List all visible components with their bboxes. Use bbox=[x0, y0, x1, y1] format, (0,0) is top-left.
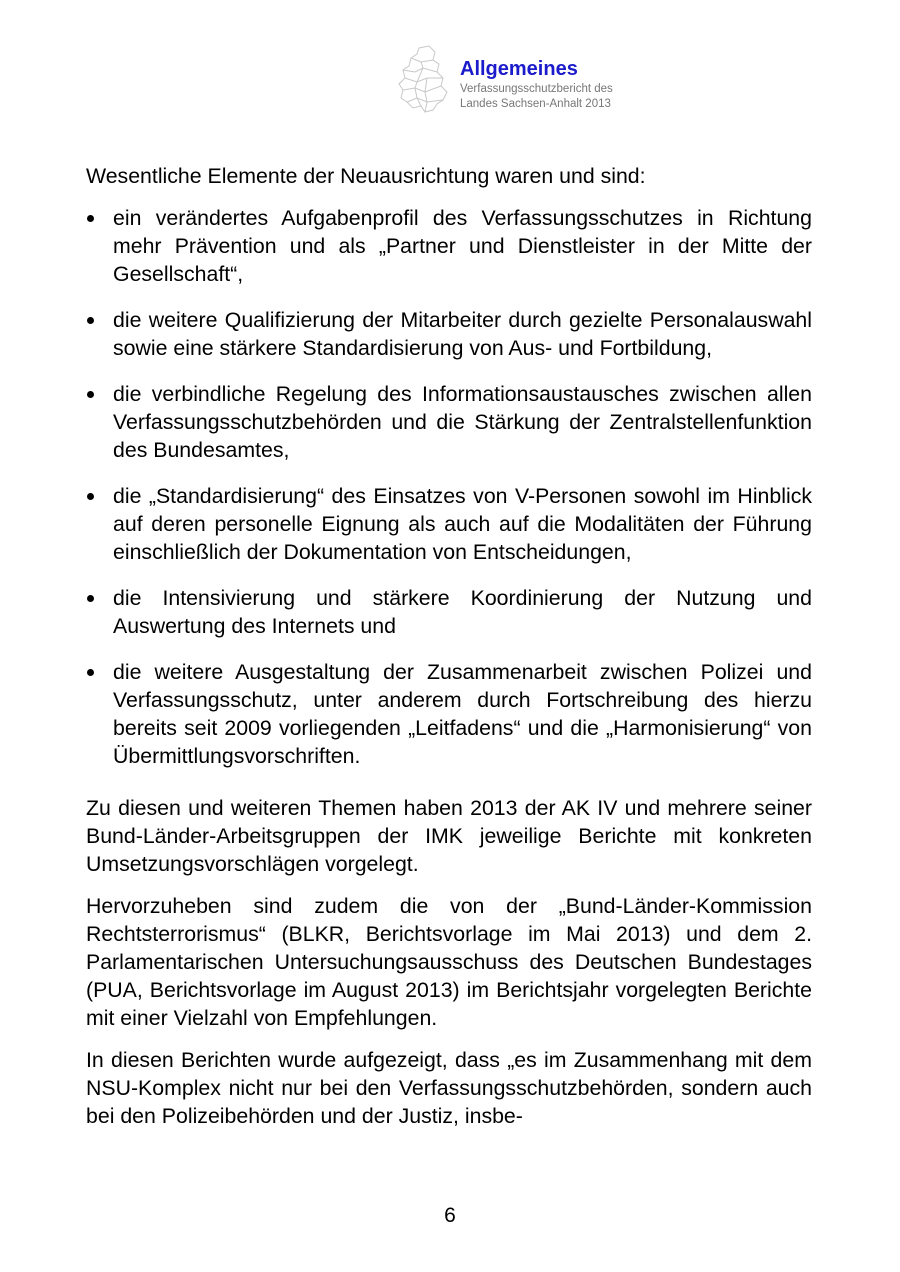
list-item bbox=[86, 380, 812, 464]
page-header bbox=[397, 44, 637, 114]
list-item bbox=[86, 658, 812, 770]
page-number: 6 bbox=[444, 1204, 456, 1227]
list-item bbox=[86, 306, 812, 362]
list-item-text: die weitere Qualifizierung der Mitarbeiter durch gezielte Personalauswahl sowie eine stärkere Standardisierung von Aus- und Fortbildung, bbox=[113, 308, 812, 360]
bullet-icon bbox=[87, 391, 94, 398]
list-item-text: die Intensivierung und stärkere Koordinierung der Nutzung und Auswertung des Internets und bbox=[113, 586, 812, 638]
body-paragraph-3: In diesen Berichten wurde aufgezeigt, dass „es im Zusammenhang mit dem NSU-Komplex nicht nur bei den Verfassungsschutzbehörden, sondern auch bei den Polizeibehörden und der Justiz, insbe- bbox=[86, 1048, 812, 1128]
saxony-anhalt-map-icon bbox=[397, 44, 459, 114]
list-item-text: die „Standardisierung“ des Einsatzes von V-Personen sowohl im Hinblick auf deren personelle Eignung als auch auf die Modalitäten der Führung einschließlich der Dokumentation von Entscheidungen, bbox=[113, 484, 812, 564]
bullet-icon bbox=[87, 595, 94, 602]
list-item bbox=[86, 204, 812, 288]
list-item-text: ein verändertes Aufgabenprofil des Verfassungsschutzes in Richtung mehr Prävention und als „Partner und Dienstleister in der Mitte der Gesellschaft“, bbox=[113, 206, 812, 286]
header-subtitle-line-1: Verfassungsschutzbericht des bbox=[460, 83, 613, 95]
bullet-list bbox=[86, 204, 812, 770]
header-subtitle-line-2: Landes Sachsen-Anhalt 2013 bbox=[460, 98, 611, 110]
list-item bbox=[86, 584, 812, 640]
list-item bbox=[86, 482, 812, 566]
bullet-icon bbox=[87, 215, 94, 222]
list-item-text: die weitere Ausgestaltung der Zusammenarbeit zwischen Polizei und Verfassungsschutz, unter anderem durch Fortschreibung des hierzu bereits seit 2009 vorliegenden „Leitfadens“ und die „Harmonisierung“ von Übermittlungsvorschriften. bbox=[113, 660, 812, 768]
intro-paragraph: Wesentliche Elemente der Neuausrichtung waren und sind: bbox=[86, 164, 646, 188]
header-subtitle bbox=[460, 82, 613, 112]
bullet-icon bbox=[87, 669, 94, 676]
body-paragraph-1: Zu diesen und weiteren Themen haben 2013 der AK IV und mehrere seiner Bund-Länder-Arbeitsgruppen der IMK jeweilige Berichte mit konkreten Umsetzungsvorschlägen vorgelegt. bbox=[86, 796, 812, 876]
bullet-icon bbox=[87, 317, 94, 324]
header-title: Allgemeines bbox=[460, 58, 578, 80]
page-body bbox=[86, 162, 812, 1144]
bullet-icon bbox=[87, 493, 94, 500]
list-item-text: die verbindliche Regelung des Informationsaustausches zwischen allen Verfassungsschutzbehörden und die Stärkung der Zentralstellenfunktion des Bundesamtes, bbox=[113, 382, 812, 462]
body-paragraph-2: Hervorzuheben sind zudem die von der „Bund-Länder-Kommission Rechtsterrorismus“ (BLKR, Berichtsvorlage im Mai 2013) und dem 2. Parlamentarischen Untersuchungsausschuss des Deutschen Bundestages (PUA, Berichtsvorlage im August 2013) im Berichtsjahr vorgelegten Berichte mit einer Vielzahl von Empfehlungen. bbox=[86, 894, 812, 1030]
